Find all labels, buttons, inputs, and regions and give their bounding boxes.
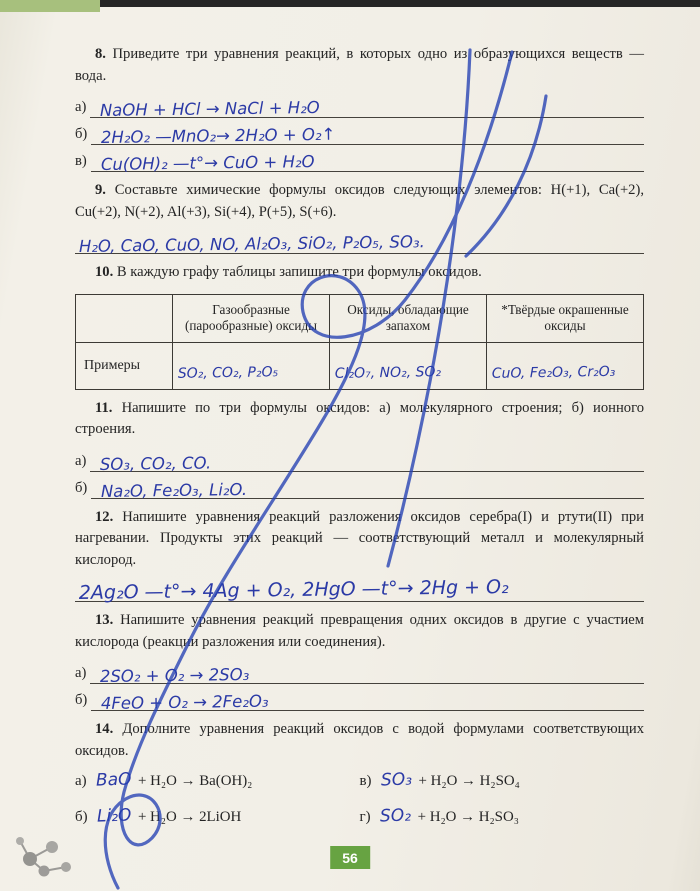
handwritten-answer-13b: 4FeO + O₂ → 2Fe₂O₃ [101,691,269,713]
handwritten-oxide-14g: SO₂ [379,805,411,827]
scan-edge-strip [96,0,700,7]
task-11-text: Напишите по три формулы оксидов: а) молекулярного строения; б) ионного строения. [75,399,644,437]
answer-line-11a [90,444,644,472]
printed-equation-14g: + H₂O → H₂SO₃ [417,809,519,825]
answer-row-11a [75,445,644,472]
equation-14b [75,806,360,826]
handwritten-answer-8c: Cu(OH)₂ —t°→ CuO + H₂O [100,152,315,174]
table-header-empty [76,294,173,342]
answer-line-8b [91,117,644,145]
equation-14a [75,770,360,790]
handwritten-answer-8a: NaOH + HCl → NaCl + H₂O [100,97,321,120]
page-number-badge: 56 [330,846,370,869]
task-9-number: 9. [95,182,106,198]
answer-label-8c: в) [75,153,87,169]
equation-label-14v: в) [359,773,372,789]
answer-label-11b: б) [75,479,88,496]
answer-line-12 [75,574,644,602]
handwritten-answer-8b: 2H₂O₂ —MnO₂→ 2H₂O + O₂↑ [101,124,336,147]
table-header-gaseous: Газообразные (парообразные) оксиды [173,294,330,342]
oxides-table [75,294,644,390]
table-cell-odorous [330,342,487,389]
handwritten-answer-9: H₂O, CaO, CuO, NO, Al₂O₃, SiO₂, P₂O₅, SO₃. [78,232,425,256]
handwritten-cell-odorous: Cl₂O₇, NO₂, SO₂ [334,363,442,382]
printed-equation-14b: + H₂O → 2LiOH [137,809,242,825]
answer-line-8c [91,144,644,172]
task-14-text: Дополните уравнения реакций оксидов с водой формулами соответствующих оксидов. [75,721,644,759]
answer-line-8a [90,90,644,118]
task-10-text: В каждую графу таблицы запишите три формулы оксидов. [116,264,482,280]
equation-label-14g: г) [359,809,371,825]
table-cell-solid-colored [487,342,644,389]
handwritten-answer-13a: 2SO₂ + O₂ → 2SO₃ [100,664,250,686]
answer-label-13b: б) [75,692,88,708]
oxides-table-header-row [76,294,644,342]
handwritten-cell-gaseous: SO₂, CO₂, P₂O₅ [177,363,279,382]
answer-row-8a [75,91,644,118]
task-10 [75,262,644,284]
table-cell-gaseous [173,342,330,389]
answer-label-8a: а) [75,99,87,115]
answer-row-13a [75,657,644,684]
task-14-equations [75,770,644,826]
task-12-number: 12. [95,508,114,525]
task-9 [75,180,644,223]
equation-14g [360,806,645,826]
task-11-number: 11. [95,399,113,416]
molecule-icon [10,821,82,883]
handwritten-oxide-14v: SO₃ [380,769,412,791]
handwritten-answer-11a: SO₃, CO₂, CO. [100,452,212,474]
equation-label-14b: б) [75,809,88,825]
task-14-number: 14. [95,721,114,737]
task-14 [75,719,644,762]
page-content [75,36,644,826]
handwritten-answer-12: 2Ag₂O —t°→ 4Ag + O₂, 2HgO —t°→ 2Hg + O₂ [78,576,509,604]
answer-label-11a: а) [75,452,87,469]
task-8-text: Приведите три уравнения реакций, в которых одно из образующихся веществ — вода. [75,46,644,84]
task-13 [75,610,644,653]
printed-equation-14v: + H₂O → H₂SO₄ [418,773,520,789]
answer-line-9 [75,226,644,254]
answer-row-11b [75,472,644,499]
printed-equation-14a: + H₂O → Ba(OH)₂ [138,773,253,789]
scan-green-strip [0,0,100,12]
answer-row-9 [75,227,644,254]
task-12 [75,507,644,572]
task-10-number: 10. [95,264,114,280]
answer-label-13a: а) [75,665,87,681]
handwritten-answer-11b: Na₂O, Fe₂O₃, Li₂O. [101,479,248,501]
answer-row-12 [75,575,644,602]
table-header-solid-colored: *Твёрдые окрашенные оксиды [487,294,644,342]
task-9-text: Составьте химические формулы оксидов следующих элементов: H(+1), Ca(+2), Cu(+2), N(+2), Al(+3), Si(+4), P(+5), S(+6). [75,182,644,220]
task-8 [75,44,644,87]
equation-label-14a: а) [75,773,87,789]
task-8-number: 8. [95,46,106,62]
handwritten-oxide-14b: Li₂O [96,805,132,827]
answer-row-8b [75,118,644,145]
answer-label-8b: б) [75,126,88,142]
handwritten-cell-solid-colored: CuO, Fe₂O₃, Cr₂O₃ [491,363,616,382]
table-row-label: Примеры [76,342,173,389]
answer-line-13a [90,656,644,684]
task-13-text: Напишите уравнения реакций превращения одних оксидов в другие с участием кислорода (реакции разложения или соединения). [75,612,644,650]
answer-row-8c [75,145,644,172]
task-12-text: Напишите уравнения реакций разложения оксидов серебра(I) и ртути(II) при нагревании. Продукты этих реакций — соответствующий металл и молекулярный кислород. [75,508,644,568]
equation-14v [360,770,645,790]
handwritten-oxide-14a: BaO [95,769,132,791]
oxides-table-examples-row [76,342,644,389]
answer-row-13b [75,684,644,711]
answer-line-13b [91,683,644,711]
task-11 [75,398,644,441]
answer-line-11b [91,471,644,499]
table-header-odorous: Оксиды, обладающие запахом [330,294,487,342]
task-13-number: 13. [95,612,114,628]
